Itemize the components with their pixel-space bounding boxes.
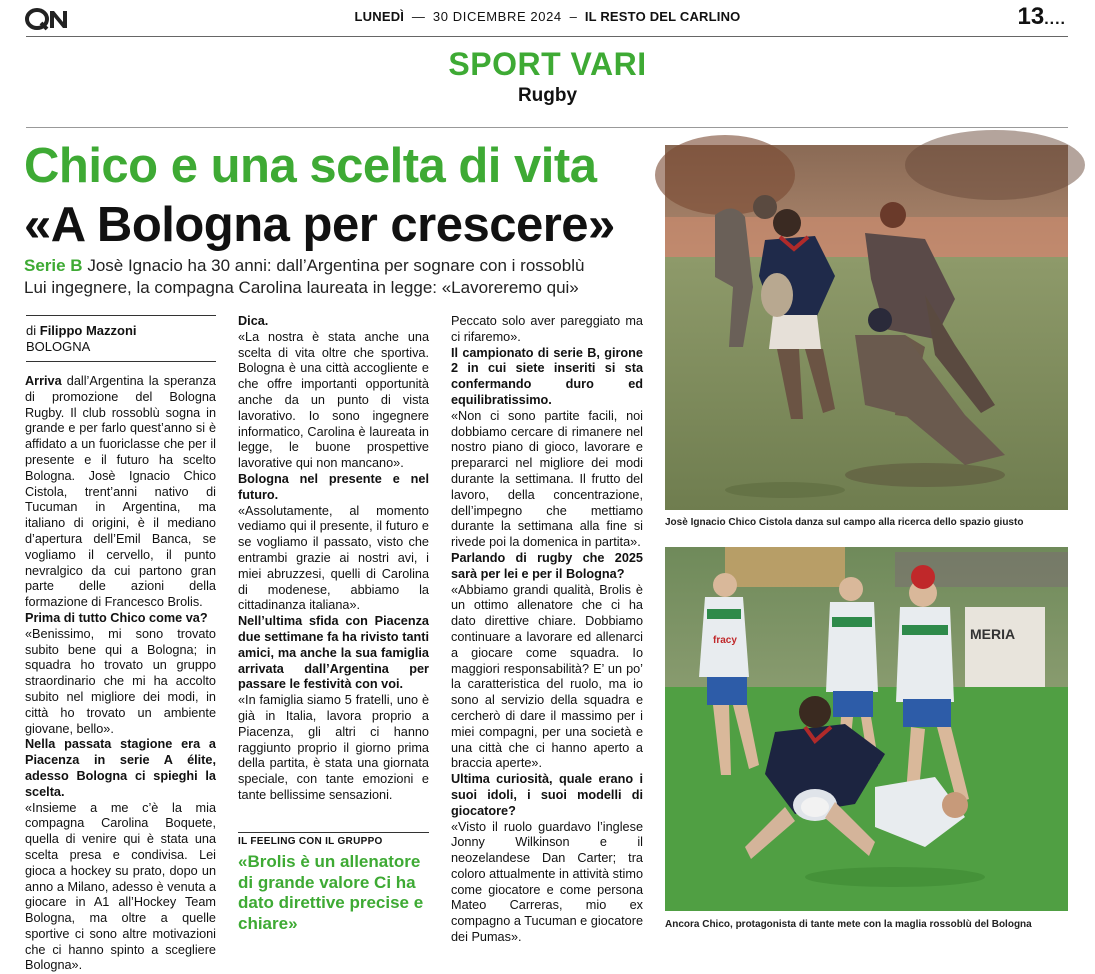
- section-subtitle: Rugby: [517, 85, 578, 106]
- ad-board-text: MERIA: [970, 626, 1016, 642]
- page-number-dots: ....: [1044, 11, 1066, 28]
- interview-question: Ultima curiosità, quale erano i suoi idoli, i suoi modelli di giocatore?: [451, 772, 643, 818]
- newspaper-name: IL RESTO DEL CARLINO: [584, 9, 741, 24]
- date: 30 DICEMBRE 2024: [432, 9, 562, 24]
- dateline: [0, 9, 1095, 24]
- article-paragraph: [25, 374, 216, 611]
- interview-answer: Peccato solo aver pareggiato ma ci rifaremo».: [451, 314, 643, 344]
- author-name: Filippo Mazzoni: [39, 323, 137, 338]
- interview-answer: «Abbiamo grandi qualità, Brolis è un ottimo allenatore che ci ha dato direttive chiare. Dobbiamo continuare a lavorare ed allenarci a giocare come squadra. Io maggiori responsabilità? E’ un po’ la caratteristica del ruolo, ma io sono al servizio della squadra e cercherò di dare il massimo per i miei compagni, per una società e una città che ci hanno aperto a braccia aperte».: [451, 582, 643, 771]
- byline-rule-top: [26, 315, 216, 316]
- deck: [24, 255, 654, 299]
- interview-question: Nella passata stagione era a Piacenza in serie A élite, adesso Bologna ci spieghi la scelta.: [25, 737, 216, 799]
- pull-quote-rule: [238, 832, 429, 833]
- page-number-value: 13: [1017, 3, 1045, 30]
- headline-line-1: Chico e una scelta di vita: [24, 139, 597, 193]
- rugby-try-photo: [665, 547, 1068, 911]
- photo-2-caption: Ancora Chico, protagonista di tante mete con la maglia rossoblù del Bologna: [665, 919, 1032, 930]
- interview-answer: «Benissimo, mi sono trovato subito bene qui a Bologna; in squadra ho trovato un gruppo straordinario che mi ha accolto subito nel migliore dei modi, in città ho trovato un ambiente giovane, bello».: [25, 626, 216, 736]
- byline-prefix: di: [26, 323, 37, 338]
- paragraph-text: dall’Argentina la speranza di promozione del Bologna Rugby. Il club rossoblù sogna in grande e per farlo quest’anno si è affidato a un fuoriclasse che per il presente e il futuro ha scelto Bologna. Josè Ignacio Chico Cistola, trent’anni nativo di Tucuman in Argentina, ma italiano di origini, è il mediano d’apertura dell’Emil Banca, se vogliamo il cervello, il punto nevralgico da cui partono gran parte delle azioni della formazione di Francesco Brolis.: [25, 374, 216, 610]
- pull-quote-label: IL FEELING CON IL GRUPPO: [238, 836, 383, 847]
- interview-question: Dica.: [238, 314, 269, 328]
- section-title: SPORT VARI: [448, 46, 647, 82]
- deck-text-1: Josè Ignacio ha 30 anni: dall’Argentina per sognare con i rossoblù: [87, 256, 585, 275]
- interview-question: Prima di tutto Chico come va?: [25, 610, 208, 625]
- byline-location: BOLOGNA: [26, 339, 91, 354]
- interview-answer: «Assolutamente, al momento vediamo qui il presente, il futuro e se vogliamo il passato, visto che entrambi grazie ai nostri avi, i miei abruzzesi, quelli di Carolina di modenese, abbiamo la cittadinanza italiana».: [238, 503, 429, 613]
- dateline-separator: –: [569, 9, 577, 24]
- deck-kicker: Serie B: [24, 256, 83, 275]
- interview-answer: «In famiglia siamo 5 fratelli, uno è già in Italia, lavora proprio a Piacenza, gli altri ci hanno raggiunto proprio il giorno prima della partita, è stata una giornata speciale, con tante emozioni e tante bellissime sensazioni.: [238, 693, 429, 802]
- interview-question: Parlando di rugby che 2025 sarà per lei e per il Bologna?: [451, 550, 643, 581]
- interview-answer: «La nostra è stata anche una scelta di vita oltre che sportiva. Bologna è una città accogliente e che offre importanti opportunità anche da un punto di vista lavorativo. Io sono ingegnere informatico, Carolina è laureata in legge, le buone prospettive lavorative qui non mancano».: [238, 329, 429, 471]
- rugby-tackle-photo: [665, 145, 1068, 510]
- interview-answer: «Insieme a me c’è la mia compagna Carolina Boquete, quella di venire qui è stata una scelta presa e condivisa. Lei gioca a hockey su prato, dopo un anno a Milano, adesso è venuta a giocare in A1 all’Hockey Team Bologna, ma oltre a quelle sportive ci sono altre motivazioni che ci hanno spinto a scegliere Bologna».: [25, 800, 216, 973]
- lead-word: Arriva: [25, 374, 62, 388]
- photo-1-caption: Josè Ignacio Chico Cistola danza sul campo alla ricerca dello spazio giusto: [665, 517, 1024, 528]
- interview-answer: «Non ci sono partite facili, noi dobbiamo cercare di rimanere nel nostro piano di gioco, lavorare e prepararci nel migliore dei modi durante la settimana. Il frutto del lavoro, della concentrazione, dell’impegno che mettiamo durante la settimana alla fine si rivede poi la domenica in partita».: [451, 408, 643, 550]
- headline-line-2: «A Bologna per crescere»: [24, 198, 615, 252]
- byline-rule-bottom: [26, 361, 216, 362]
- shirt-sponsor-text: fracy: [713, 635, 737, 646]
- article-column-1: [25, 374, 216, 974]
- article-column-3: [451, 314, 643, 946]
- page-number: [1018, 3, 1066, 31]
- deck-line-2: Lui ingegnere, la compagna Carolina laureata in legge: «Lavoreremo qui»: [24, 278, 579, 297]
- header-rule: [26, 36, 1068, 37]
- pull-quote: «Brolis è un allenatore di grande valore Ci ha dato direttive precise e chiare»: [238, 852, 424, 933]
- section-rule: [26, 127, 1068, 128]
- interview-question: Il campionato di serie B, girone 2 in cui siete inseriti si sta confermando duro ed equilibratissimo.: [451, 345, 643, 407]
- article-column-2: [238, 314, 429, 804]
- deck-line-1: [24, 255, 654, 277]
- interview-question: Nell’ultima sfida con Piacenza due settimane fa ha rivisto tanti amici, ma anche la sua famiglia arrivata dall’Argentina per passare le festività con voi.: [238, 614, 429, 692]
- dateline-separator: —: [411, 9, 426, 24]
- day: LUNEDÌ: [354, 9, 405, 24]
- interview-answer: «Visto il ruolo guardavo l’inglese Jonny Wilkinson e il neozelandese Dan Carter; tra coloro attualmente in attività stimo come giocatore e come persona Mateo Carreras, mio ex compagno a Tucuman e giocatore dei Pumas».: [451, 819, 643, 945]
- interview-question: Bologna nel presente e nel futuro.: [238, 471, 429, 502]
- pull-quote-box: [238, 832, 429, 934]
- byline: [26, 323, 137, 355]
